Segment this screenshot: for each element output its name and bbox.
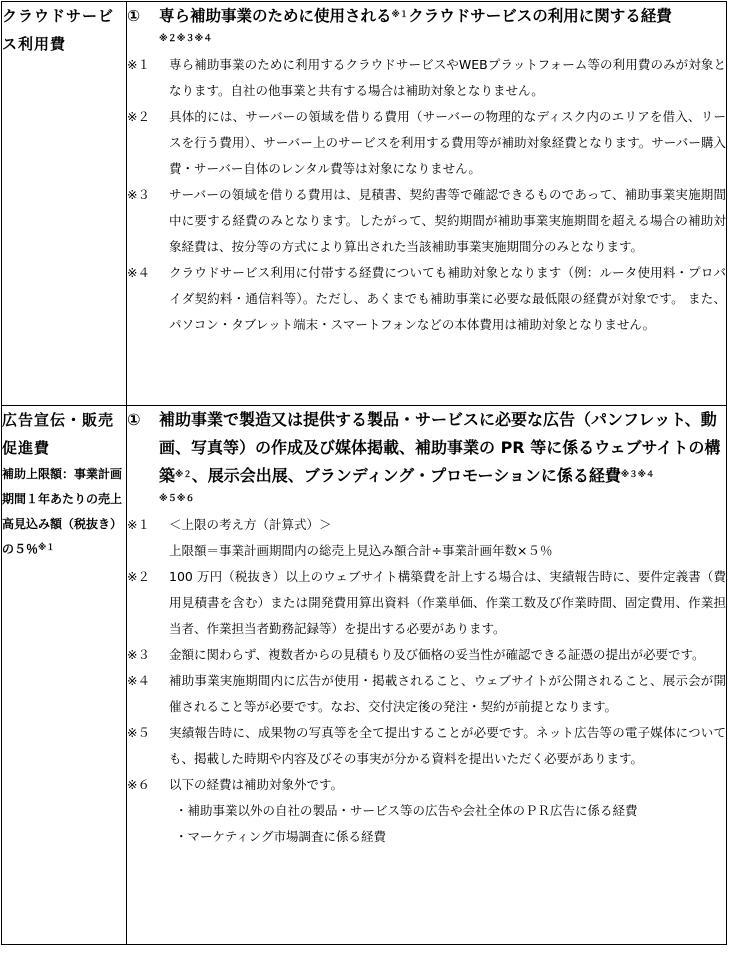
note-item	[127, 564, 726, 642]
heading-text: 、展示会出展、ブランディング・プロモーションに係る経費	[191, 466, 621, 485]
note-mark: ※３	[127, 647, 150, 662]
footnote-ref: ※１	[391, 10, 409, 20]
note-mark: ※２	[127, 109, 150, 124]
note-item	[127, 260, 726, 338]
note-mark: ※４	[127, 673, 150, 688]
note-text: 実績報告時に、成果物の写真等を全て提出することが必要です。ネット広告等の電子媒体についても、掲載した時期や内容及びその事実が分かる資料を提出いただく必要があります。	[169, 725, 726, 766]
note-item	[127, 642, 726, 668]
footnote-refs: ※５※６	[159, 494, 195, 504]
bullet-item: ・マーケティング市場調査に係る経費	[175, 829, 387, 844]
subsidy-limit-text: 補助上限額：事業計画期間１年あたりの売上高見込み額（税抜き）の５％	[2, 467, 123, 556]
note-item	[127, 104, 726, 182]
note-mark: ※４	[127, 265, 150, 280]
note-item	[127, 772, 726, 850]
note-mark: ※５	[127, 725, 150, 740]
footnote-ref: ※３※４	[620, 470, 655, 480]
footnote-refs: ※２※３※４	[159, 34, 213, 44]
note-list	[127, 52, 726, 338]
item-heading	[127, 406, 726, 490]
note-text: クラウドサービス利用に付帯する経費についても補助対象となります（例：ルータ使用料・プロバイダ契約料・通信料等）。ただし、あくまでも補助事業に必要な最低限の経費が対象です。 また、パソコン・タブレット端末・スマートフォンなどの本体費用は補助対象となりません。	[169, 265, 726, 332]
content-cell	[127, 2, 727, 406]
table-row	[2, 406, 727, 945]
content-cell	[127, 406, 727, 945]
item-heading	[127, 2, 726, 30]
heading-text: 補助事業で製造又は提供する製品・サービスに必要な広告（パンフレット、動画、写真等）の作成及び媒体掲載、補助事業の PR 等に係るウェブサイトの構築	[159, 410, 721, 485]
note-text: 具体的には、サーバーの領域を借りる費用（サーバーの物理的なディスク内のエリアを借入、リースを行う費用）、サーバー上のサービスを利用する費用等が補助対象経費となります。サーバー購入費・サーバー自体のレンタル費等は対象になりません。	[169, 109, 726, 176]
note-text: サーバーの領域を借りる費用は、見積書、契約書等で確認できるものであって、補助事業実施期間中に要する経費のみとなります。したがって、契約期間が補助事業実施期間を超える場合の補助対象経費は、按分等の方式により算出された当該補助事業実施期間分のみとなります。	[169, 187, 726, 254]
note-text: 金額に関わらず、複数者からの見積もり及び価格の妥当性が確認できる証憑の提出が必要です。	[169, 647, 705, 662]
expense-table	[1, 1, 727, 945]
heading-text: クラウドサービスの利用に関する経費	[408, 7, 672, 25]
note-text: 以下の経費は補助対象外です。	[169, 777, 344, 792]
note-mark: ※１	[127, 57, 150, 72]
item-number: ①	[127, 7, 141, 25]
note-mark: ※２	[127, 569, 150, 584]
note-item	[127, 182, 726, 260]
note-text: 専ら補助事業のために利用するクラウドサービスやWEBプラットフォーム等の利用費のみが対象となります。自社の他事業と共有する場合は補助対象となりません。	[169, 57, 726, 98]
note-text: 補助事業実施期間内に広告が使用・掲載されること、ウェブサイトが公開されること、展示会が開催されること等が必要です。なお、交付決定後の発注・契約が前提となります。	[169, 673, 726, 714]
note-mark: ※１	[127, 517, 150, 532]
note-item	[127, 52, 726, 104]
note-text: 100 万円（税抜き）以上のウェブサイト構築費を計上する場合は、実績報告時に、要件定義書（費用見積書を含む）または開発費用算出資料（作業単価、作業工数及び作業時間、固定費用、作業担当者、作業担当者勤務記録等）を提出する必要があります。	[169, 569, 726, 636]
category-title: クラウドサービス利用費	[2, 7, 115, 53]
category-cell	[2, 406, 127, 945]
formula-text: 上限額＝事業計画期間内の総売上見込み額合計÷事業計画年数×５％	[169, 543, 553, 558]
table-row	[2, 2, 727, 406]
note-item	[127, 512, 726, 564]
note-text: ＜上限の考え方（計算式）＞	[169, 517, 332, 532]
footnote-ref: ※２	[175, 470, 192, 480]
note-item	[127, 668, 726, 720]
heading-text: 専ら補助事業のために使用される	[159, 7, 392, 25]
category-cell	[2, 2, 127, 406]
category-title: 広告宣伝・販売促進費	[2, 411, 115, 457]
note-mark: ※６	[127, 777, 150, 792]
note-mark: ※３	[127, 187, 150, 202]
item-number: ①	[127, 410, 141, 429]
note-list	[127, 512, 726, 850]
note-item	[127, 720, 726, 772]
subsidy-limit-note	[2, 462, 126, 562]
bullet-item: ・補助事業以外の自社の製品・サービス等の広告や会社全体のＰＲ広告に係る経費	[175, 803, 638, 818]
footnote-ref: ※１	[38, 543, 55, 553]
